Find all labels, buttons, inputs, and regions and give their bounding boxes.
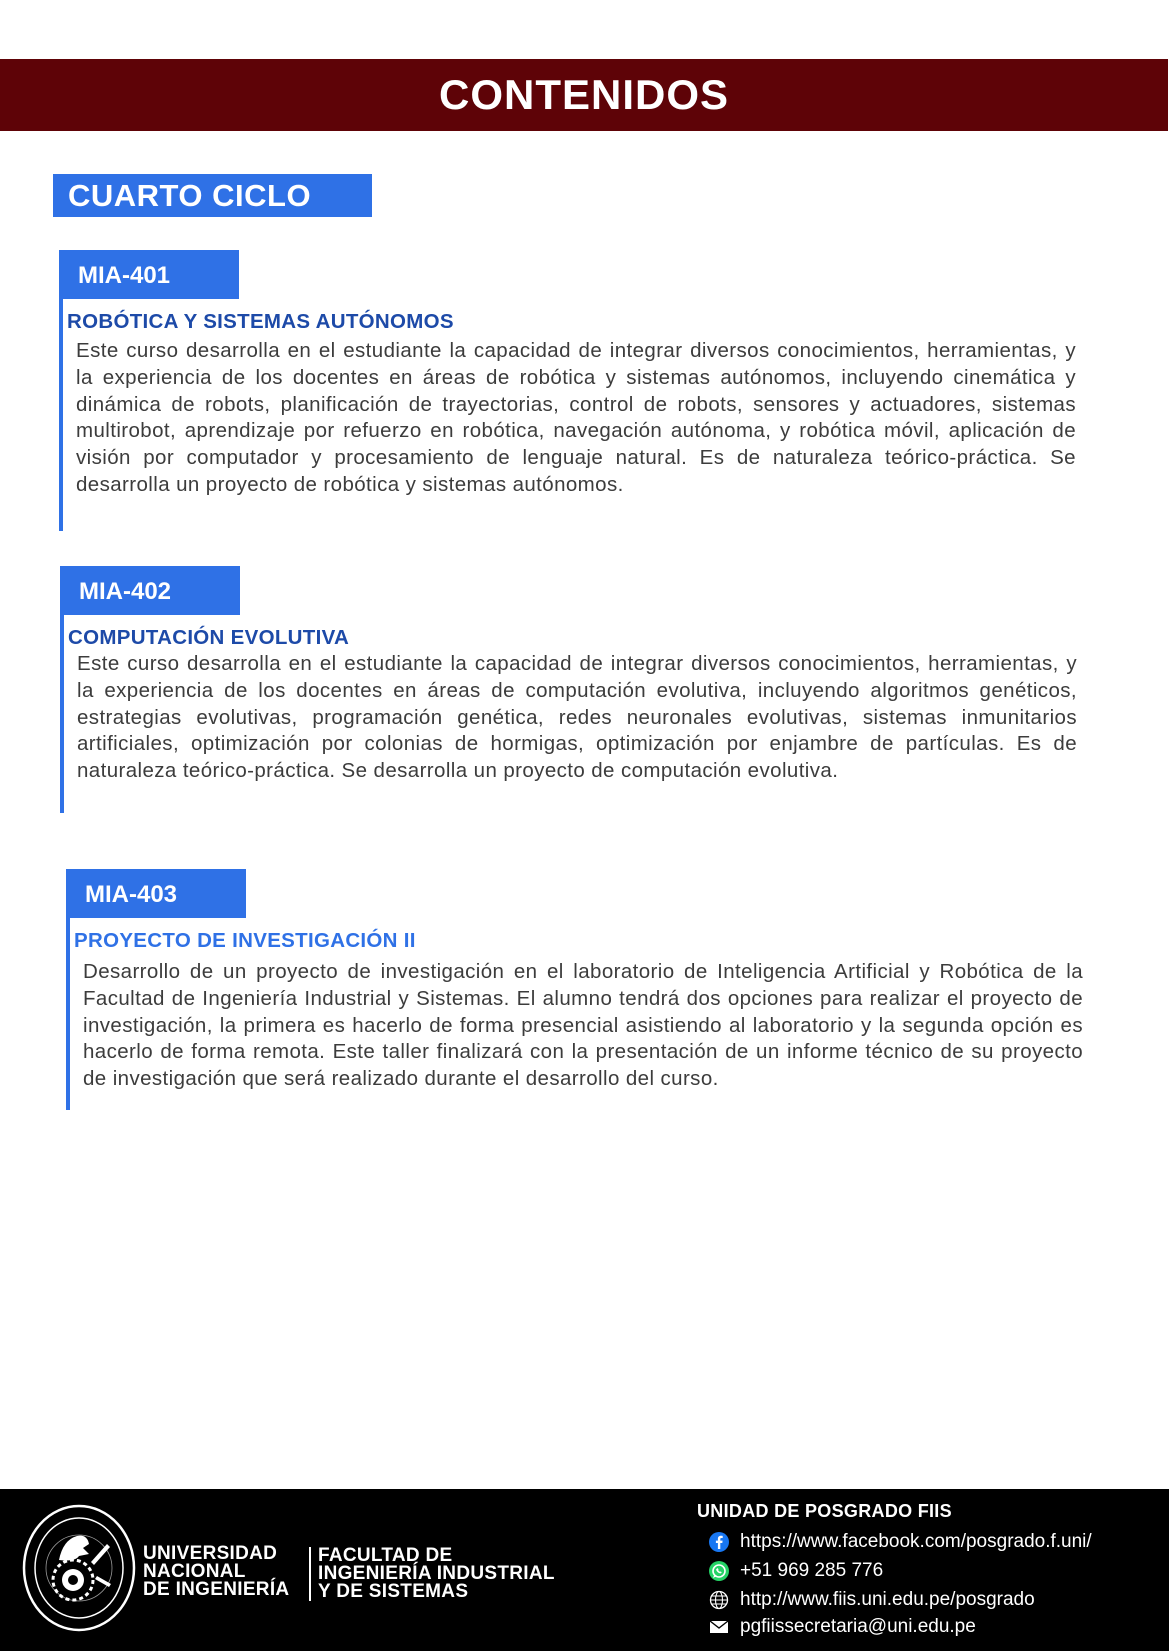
email-link[interactable] xyxy=(708,1616,976,1638)
course-section-mia-403 xyxy=(66,869,1086,1119)
course-accent-line xyxy=(59,299,63,531)
facebook-icon xyxy=(708,1531,730,1553)
course-accent-line xyxy=(66,918,70,1110)
course-accent-line xyxy=(60,615,64,813)
cycle-badge: CUARTO CICLO xyxy=(53,174,372,217)
facebook-link[interactable] xyxy=(708,1531,1092,1553)
university-seal-icon xyxy=(21,1502,137,1634)
mail-icon xyxy=(708,1616,730,1638)
course-description: Este curso desarrolla en el estudiante la capacidad de integrar diversos conocimientos, herramientas, y la experiencia de los docentes en áreas de robótica y sistemas autónomos, incluyendo cinemática y dinámica de robots, planificación de trayectorias, control de robots, sensores y actuadores, sistemas multirobot, aprendizaje por refuerzo en robótica, navegación autónoma, y robótica móvil, aplicación de visión por computador y procesamiento de lenguaje natural. Es de naturaleza teórico-práctica. Se desarrolla un proyecto de robótica y sistemas autónomos. xyxy=(76,339,1076,496)
course-description: Desarrollo de un proyecto de investigación en el laboratorio de Inteligencia Artificial y Robótica de la Facultad de Ingeniería Industrial y Sistemas. El alumno tendrá dos opciones para realizar el proyecto de investigación, la primera es hacerlo de forma presencial asistiendo al laboratorio y la segunda opción es hacerlo de forma remota. Este taller finalizará con la presentación de un informe técnico de su proyecto de investigación que será realizado durante el desarrollo del curso. xyxy=(83,960,1083,1091)
header-bar xyxy=(0,59,1168,131)
website-link[interactable] xyxy=(708,1589,1035,1611)
website-url: http://www.fiis.uni.edu.pe/posgrado xyxy=(740,1589,1035,1610)
course-code-badge: MIA-401 xyxy=(59,250,239,299)
email-address: pgfiissecretaria@uni.edu.pe xyxy=(740,1616,976,1637)
whatsapp-contact[interactable] xyxy=(708,1560,883,1582)
course-section-mia-402 xyxy=(60,566,1080,816)
faculty-name: FACULTAD DE INGENIERÍA INDUSTRIAL Y DE SISTEMAS xyxy=(318,1545,555,1602)
course-title: PROYECTO DE INVESTIGACIÓN II xyxy=(74,929,416,952)
course-code-badge: MIA-402 xyxy=(60,566,240,615)
course-code-badge: MIA-403 xyxy=(66,869,246,918)
unit-title: UNIDAD DE POSGRADO FIIS xyxy=(697,1501,952,1521)
facebook-url: https://www.facebook.com/posgrado.f.uni/ xyxy=(740,1531,1092,1552)
course-title: COMPUTACIÓN EVOLUTIVA xyxy=(68,626,350,649)
footer xyxy=(0,1489,1169,1651)
whatsapp-number: +51 969 285 776 xyxy=(740,1560,884,1581)
university-name: UNIVERSIDAD NACIONAL DE INGENIERÍA xyxy=(143,1543,290,1600)
course-description: Este curso desarrolla en el estudiante la capacidad de integrar diversos conocimientos, herramientas, y la experiencia de los docentes en áreas de computación evolutiva, incluyendo algoritmos genéticos, estrategias evolutivas, programación genética, redes neuronales evolutivas, sistemas inmunitarios artificiales, optimización por colonias de hormigas, optimización por enjambre de partículas. Es de naturaleza teórico-práctica. Se desarrolla un proyecto de computación evolutiva. xyxy=(77,652,1077,783)
globe-icon xyxy=(708,1589,730,1611)
course-title: ROBÓTICA Y SISTEMAS AUTÓNOMOS xyxy=(67,310,454,333)
name-separator xyxy=(309,1547,311,1601)
whatsapp-icon xyxy=(708,1560,730,1582)
page-title: CONTENIDOS xyxy=(438,71,729,118)
course-section-mia-401 xyxy=(59,250,1079,535)
